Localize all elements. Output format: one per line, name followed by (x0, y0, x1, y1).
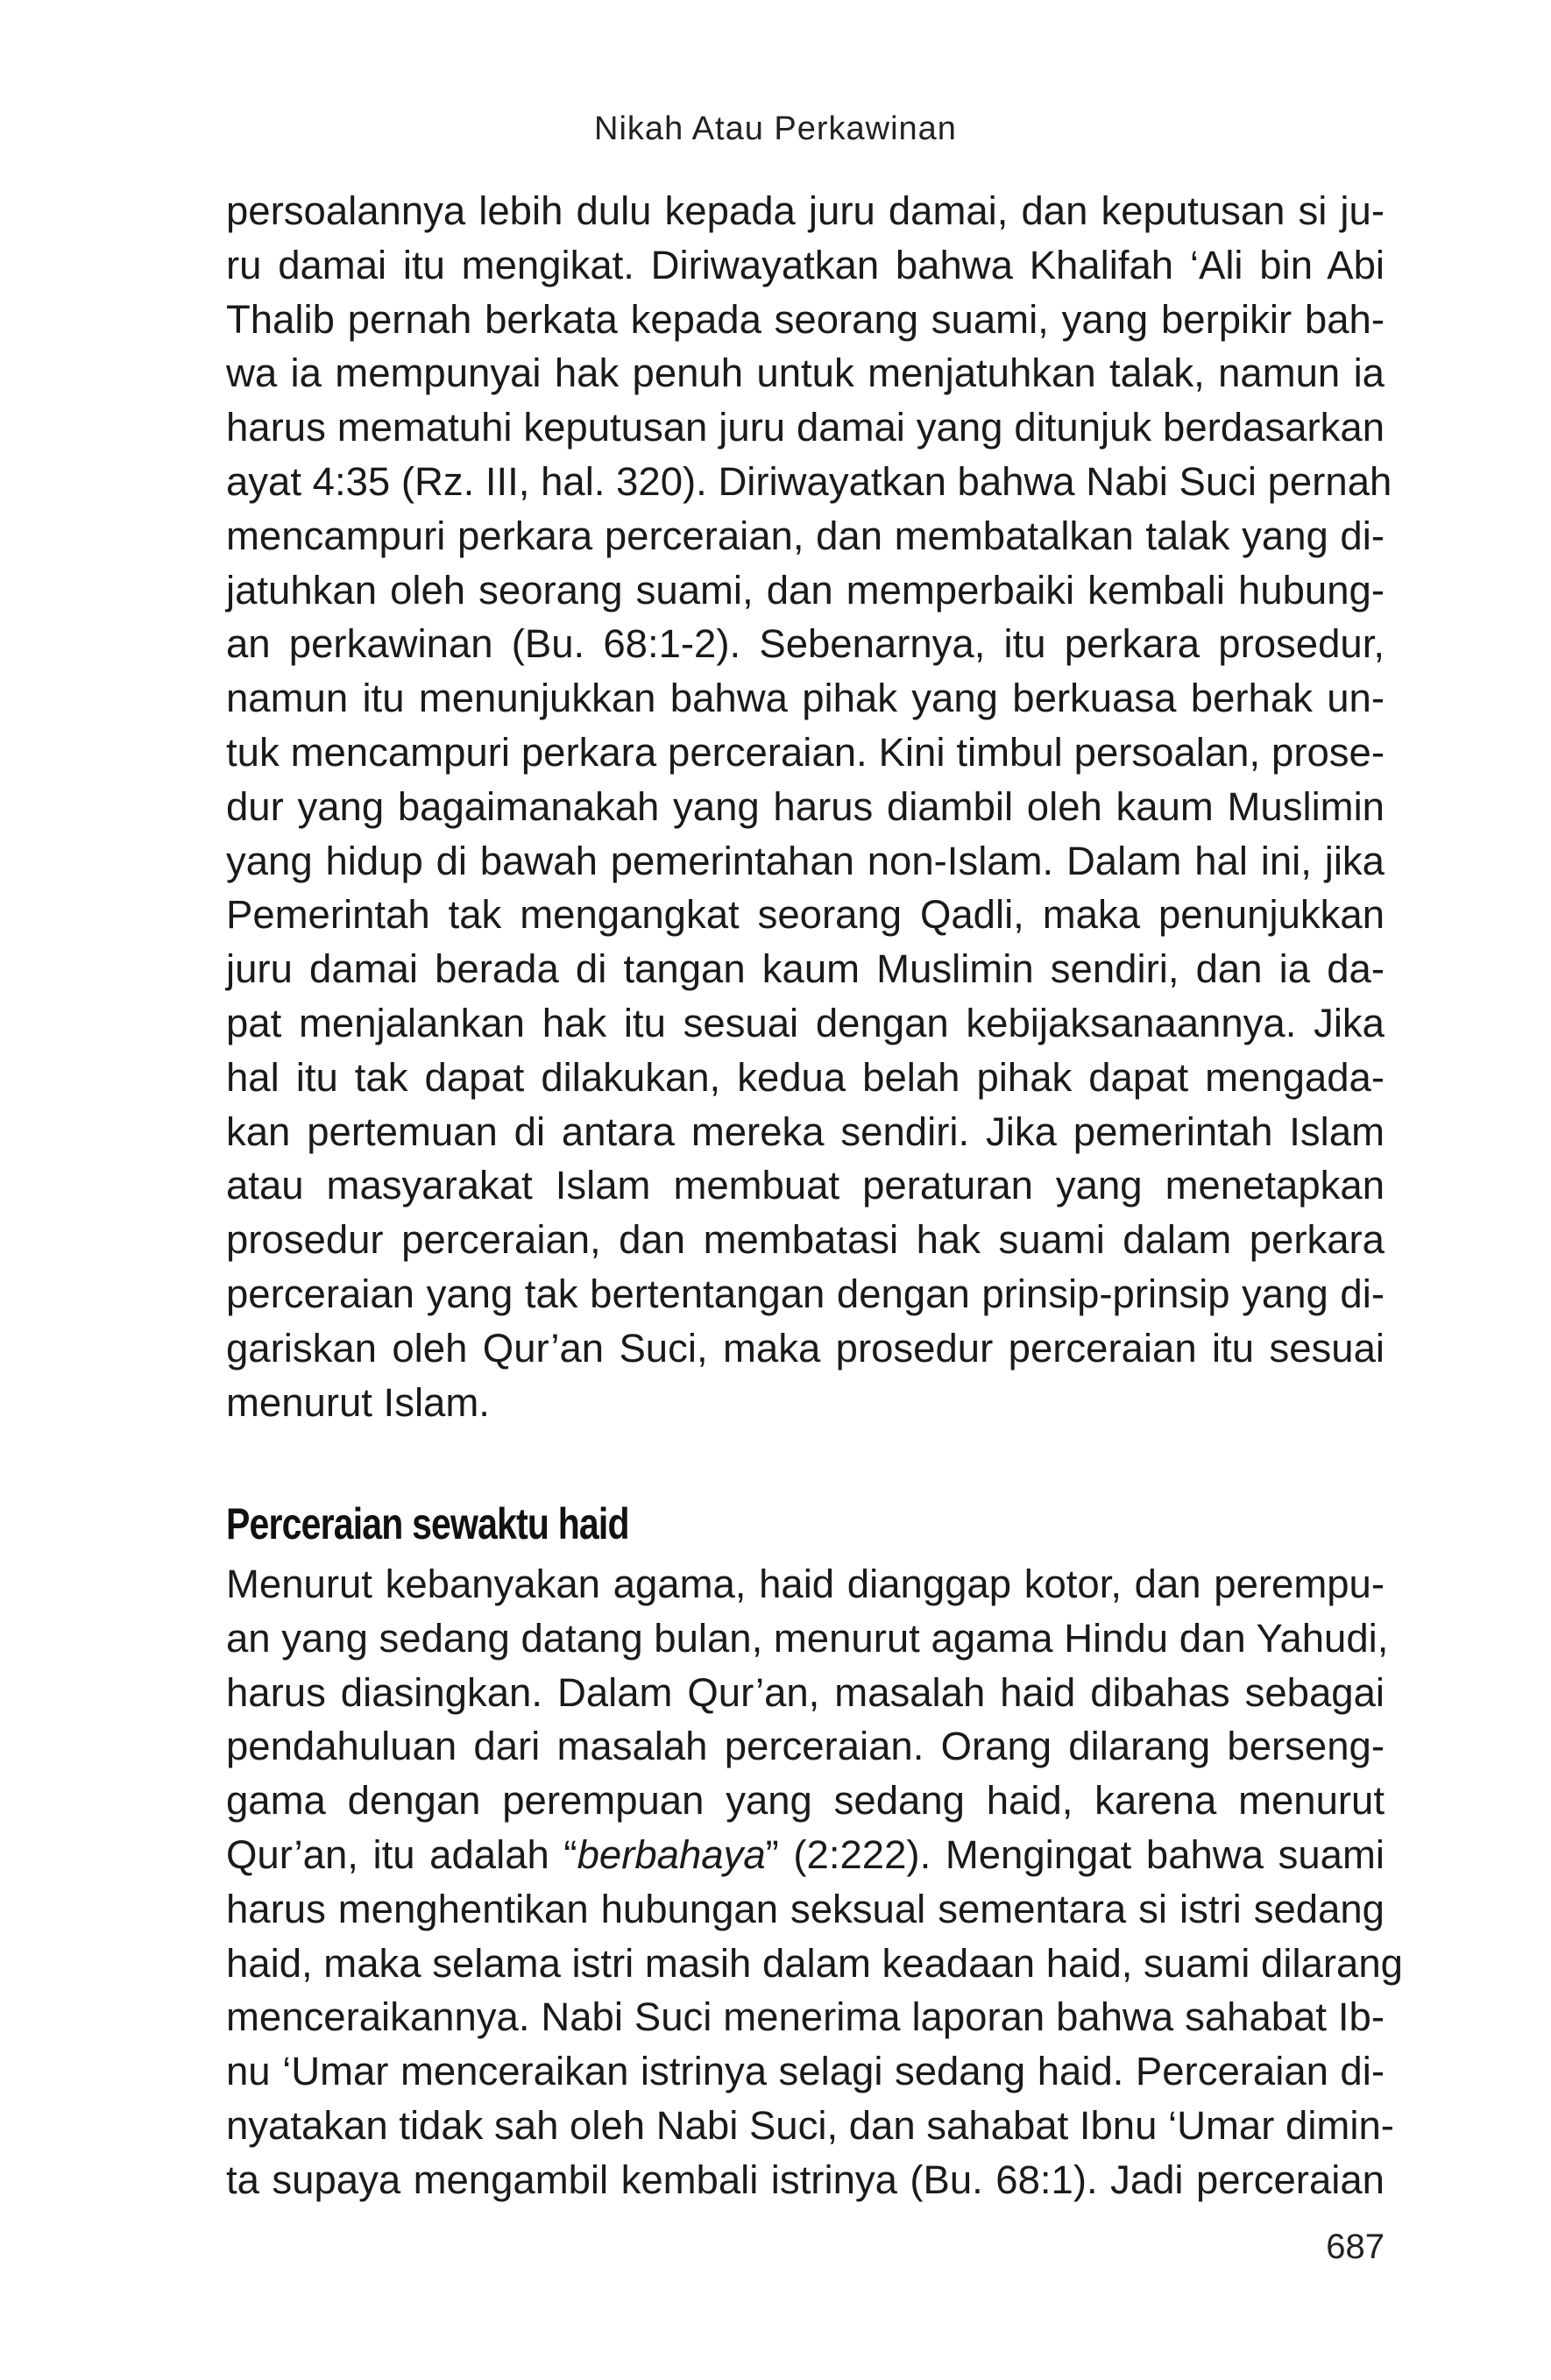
text-line: harus mematuhi keputusan juru damai yang ditunjuk berdasarkan (226, 405, 1385, 450)
text-line: hal itu tak dapat dilakukan, kedua belah pihak dapat mengada- (226, 1054, 1385, 1100)
body-paragraph-1 (226, 184, 1392, 1429)
page-number: 687 (1326, 2228, 1385, 2266)
text-line: menceraikannya. Nabi Suci menerima laporan bahwa sahabat Ib- (226, 1994, 1385, 2040)
text-line: ru damai itu mengikat. Diriwayatkan bahwa Khalifah ‘Ali bin Abi (226, 242, 1385, 287)
section-heading: Perceraian sewaktu haid (226, 1499, 629, 1548)
text-line: tuk mencampuri perkara perceraian. Kini timbul persoalan, prose- (226, 729, 1385, 775)
text-line: menurut Islam. (226, 1379, 490, 1425)
text-line: prosedur perceraian, dan membatasi hak suami dalam perkara (226, 1217, 1385, 1263)
text-line: nyatakan tidak sah oleh Nabi Suci, dan sahabat Ibnu ‘Umar dimin- (226, 2102, 1394, 2148)
text-line: haid, maka selama istri masih dalam keadaan haid, suami dilarang (226, 1940, 1403, 1986)
italic-term: berbahaya (577, 1831, 766, 1877)
text-line: atau masyarakat Islam membuat peraturan yang menetapkan (226, 1163, 1385, 1208)
text-line: an yang sedang datang bulan, menurut agama Hindu dan Yahudi, (226, 1615, 1389, 1661)
text-line: Thalib pernah berkata kepada seorang suami, yang berpikir bah- (226, 296, 1385, 342)
text-line: juru damai berada di tangan kaum Muslimin sendiri, dan ia da- (226, 946, 1385, 992)
text-line: gariskan oleh Qur’an Suci, maka prosedur perceraian itu sesuai (226, 1325, 1385, 1371)
text-line: pat menjalankan hak itu sesuai dengan kebijaksanaannya. Jika (226, 1000, 1385, 1045)
text-segment: Qur’an, itu adalah “ (226, 1831, 577, 1877)
text-line: nu ‘Umar menceraikan istrinya selagi sedang haid. Perceraian di- (226, 2049, 1385, 2094)
text-line: kan pertemuan di antara mereka sendiri. Jika pemerintah Islam (226, 1109, 1385, 1154)
text-line: an perkawinan (Bu. 68:1-2). Sebenarnya, itu perkara prosedur, (226, 621, 1385, 667)
text-line: Menurut kebanyakan agama, haid dianggap kotor, dan perempu- (226, 1562, 1385, 1606)
text-line: harus diasingkan. Dalam Qur’an, masalah haid dibahas sebagai (226, 1669, 1385, 1715)
text-line: ta supaya mengambil kembali istrinya (Bu. 68:1). Jadi perceraian (226, 2157, 1385, 2202)
text-line: perceraian yang tak bertentangan dengan prinsip-prinsip yang di- (226, 1271, 1385, 1316)
text-line: dur yang bagaimanakah yang harus diambil oleh kaum Muslimin (226, 783, 1385, 829)
running-header: Nikah Atau Perkawinan (594, 110, 957, 147)
text-line: gama dengan perempuan yang sedang haid, karena menurut (226, 1778, 1385, 1824)
text-line: pendahuluan dari masalah perceraian. Orang dilarang berseng- (226, 1724, 1385, 1769)
text-line: Pemerintah tak mengangkat seorang Qadli, maka penunjukkan (226, 892, 1385, 938)
text-line: yang hidup di bawah pemerintahan non-Islam. Dalam hal ini, jika (226, 838, 1385, 883)
text-segment: ” (2:222). Mengingat bahwa suami (765, 1831, 1385, 1877)
text-line: jatuhkan oleh seorang suami, dan memperbaiki kembali hubung- (226, 567, 1385, 613)
text-line: harus menghentikan hubungan seksual sementara si istri sedang (226, 1886, 1385, 1931)
text-line: persoalannya lebih dulu kepada juru damai, dan keputusan si ju- (226, 188, 1385, 233)
text-line: mencampuri perkara perceraian, dan membatalkan talak yang di- (226, 513, 1385, 558)
text-line: namun itu menunjukkan bahwa pihak yang berkuasa berhak un- (226, 676, 1385, 721)
body-paragraph-2 (226, 1557, 1403, 2207)
text-line: ayat 4:35 (Rz. III, hal. 320). Diriwayatkan bahwa Nabi Suci pernah (226, 458, 1392, 504)
text-line: wa ia mempunyai hak penuh untuk menjatuhkan talak, namun ia (226, 351, 1385, 396)
text-line-with-italic (226, 1828, 1385, 1882)
